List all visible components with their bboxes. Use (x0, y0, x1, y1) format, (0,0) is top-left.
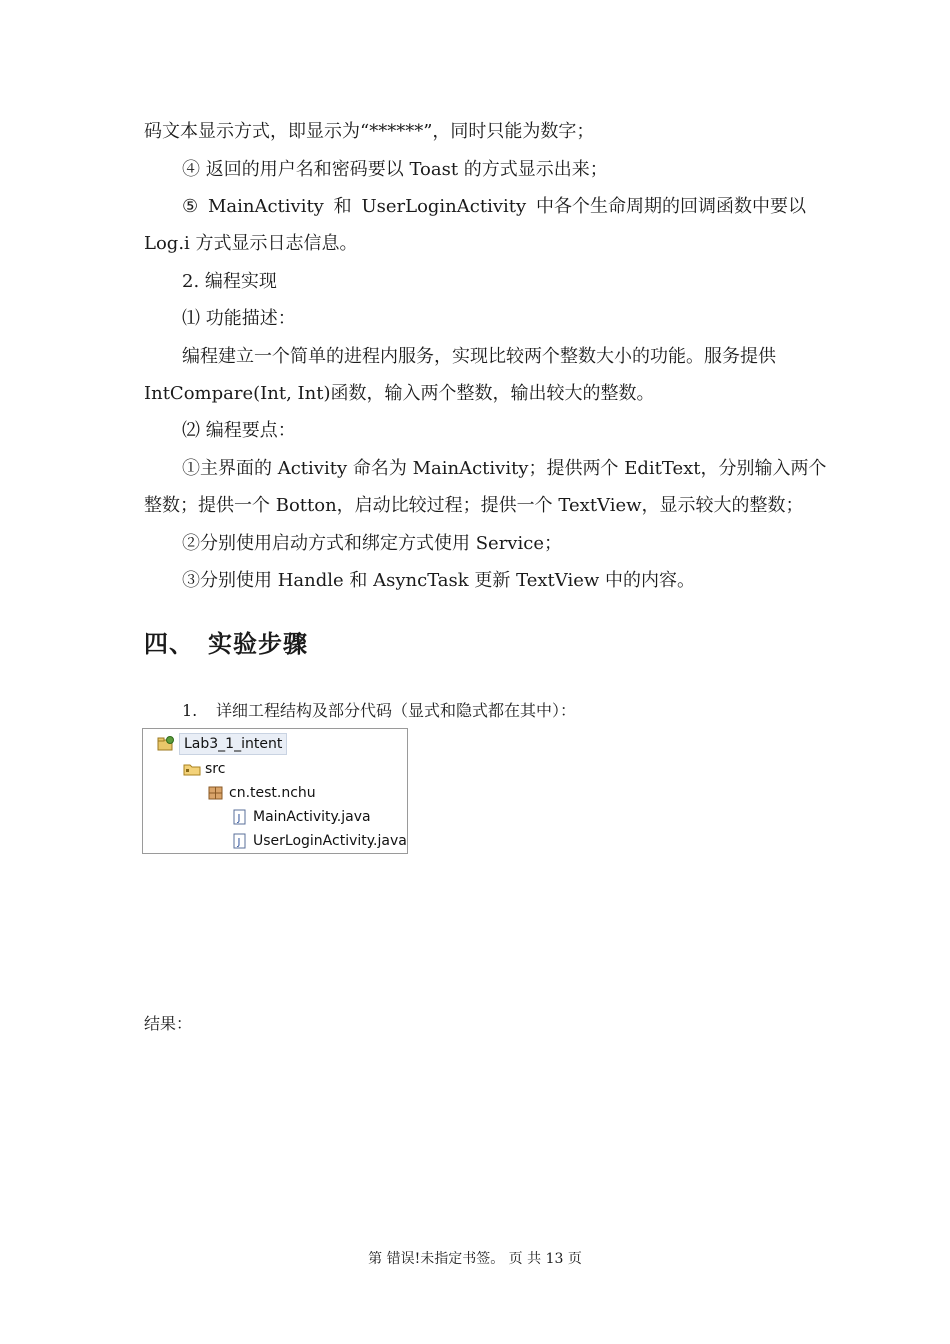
paragraph-line: ①主界面的 Activity 命名为 MainActivity；提供两个 EditText，分别输入两个 (182, 458, 827, 479)
package-icon (207, 785, 225, 801)
page-footer: 第 错误!未指定书签。 页 共 13 页 (368, 1251, 582, 1267)
paragraph-line: ②分别使用启动方式和绑定方式使用 Service； (182, 533, 562, 554)
paragraph-line: ④ 返回的用户名和密码要以 Toast 的方式显示出来； (182, 159, 608, 180)
word: MainActivity (207, 196, 324, 217)
heading-text: 实验步骤 (208, 630, 308, 658)
paragraph-line (182, 195, 806, 219)
tree-node-package (207, 782, 316, 804)
step-text: 详细工程结构及部分代码（显式和隐式都在其中）： (216, 701, 577, 720)
section-heading (144, 624, 308, 659)
word: UserLoginActivity (361, 196, 527, 217)
tree-node-file (231, 830, 407, 852)
tree-node-project (157, 733, 287, 755)
java-file-icon (231, 833, 249, 849)
heading-number: 四、 (144, 630, 194, 658)
tree-label: src (205, 761, 226, 777)
project-tree-screenshot (142, 728, 408, 854)
paragraph-line: ③分别使用 Handle 和 AsyncTask 更新 TextView 中的内容。 (182, 570, 695, 591)
result-label: 结果： (144, 1014, 193, 1033)
subsection-title: ⑵ 编程要点： (182, 420, 296, 441)
paragraph-line: IntCompare(Int, Int)函数，输入两个整数，输出较大的整数。 (144, 383, 655, 404)
java-file-icon (231, 809, 249, 825)
tree-label: Lab3_1_intent (179, 733, 287, 755)
section-number: 2. 编程实现 (182, 271, 277, 292)
word: 和 (333, 196, 352, 217)
tree-label: cn.test.nchu (229, 785, 316, 801)
tree-label: MainActivity.java (253, 809, 371, 825)
paragraph-line: 整数；提供一个 Botton，启动比较过程；提供一个 TextView，显示较大的整数； (144, 495, 804, 516)
tree-node-file (231, 806, 371, 828)
paragraph-line: Log.i 方式显示日志信息。 (144, 233, 358, 254)
paragraph-line: 编程建立一个简单的进程内服务，实现比较两个整数大小的功能。服务提供 (182, 346, 776, 367)
tree-label: UserLoginActivity.java (253, 833, 407, 849)
step-number: 1. (182, 701, 198, 720)
folder-icon (183, 761, 201, 777)
word: 中各个生命周期的回调函数中要以 (535, 196, 806, 217)
svg-text:J: J (237, 813, 241, 824)
subsection-title: ⑴ 功能描述： (182, 308, 296, 329)
paragraph-line: 码文本显示方式，即显示为“******”，同时只能为数字； (144, 121, 595, 142)
svg-text:J: J (237, 837, 241, 848)
tree-node-src (183, 758, 225, 780)
word: ⑤ (182, 196, 199, 217)
step-item (182, 700, 576, 722)
project-icon (157, 736, 175, 752)
